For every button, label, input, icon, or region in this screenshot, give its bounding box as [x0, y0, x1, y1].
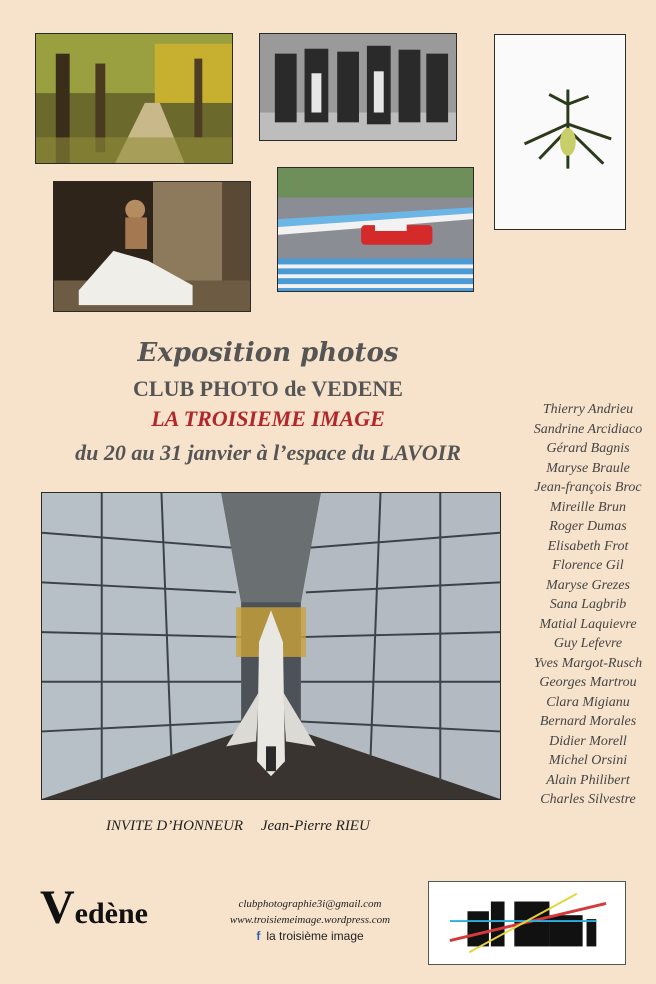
photo-seated-man [53, 181, 251, 312]
participant-name: Maryse Braule [546, 460, 630, 476]
participant-name: Bernard Morales [539, 714, 637, 729]
contact-email[interactable]: clubphotographie3i@gmail.com [238, 898, 382, 910]
photo-horsemen [259, 33, 457, 141]
participant-name: Clara Migianu [546, 694, 630, 710]
participant-name: Yves Margot-Rusch [533, 655, 643, 671]
photo-tree-path [35, 33, 233, 164]
participant-name: Didier Morell [549, 733, 627, 749]
participant-name: Georges Martrou [539, 675, 637, 690]
club-subtitle: LA TROISIEME IMAGE [151, 406, 385, 431]
participant-name: Matial Laquievre [539, 616, 637, 632]
facebook-icon: f [256, 929, 261, 943]
guest-name: Jean-Pierre RIEU [260, 818, 370, 834]
participant-name: Guy Lefevre [553, 636, 623, 651]
contact-info [200, 896, 420, 944]
participant-name: Mireille Brun [549, 499, 627, 515]
photo-hangar-shuttle [41, 492, 501, 800]
participant-name: Roger Dumas [549, 519, 627, 534]
vedene-logo [40, 880, 148, 935]
facebook-link[interactable] [200, 928, 420, 944]
guest-label: INVITE D’HONNEUR [106, 818, 244, 834]
participant-name: Thierry Andrieu [542, 402, 634, 417]
participant-name: Michel Orsini [548, 753, 628, 768]
participant-name: Sandrine Arcidiaco [533, 421, 643, 437]
photo-race-car [277, 167, 474, 292]
participant-name: Gérard Bagnis [546, 441, 630, 456]
exhibition-heading: Exposition photos [137, 338, 399, 368]
participant-name: Jean-françois Broc [534, 480, 642, 495]
vedene-logo-rest: edène [74, 897, 148, 930]
photo-plant [494, 34, 626, 230]
facebook-label: la troisième image [266, 929, 364, 943]
participant-name: Elisabeth Frot [547, 538, 629, 554]
participant-name: Florence Gil [552, 558, 624, 573]
participant-name: Maryse Grezes [546, 577, 630, 593]
participant-name: Alain Philibert [546, 772, 630, 788]
participant-name: Charles Silvestre [540, 792, 636, 807]
participant-name: Sana Lagbrib [549, 597, 627, 612]
club-3i-logo [428, 881, 626, 965]
vedene-logo-initial: V [40, 881, 75, 934]
guest-of-honour [106, 818, 370, 835]
dates-location: du 20 au 31 janvier à l’espace du LAVOIR [75, 440, 461, 465]
participants-list [518, 400, 656, 810]
club-name: CLUB PHOTO de VEDENE [133, 376, 403, 401]
contact-website[interactable]: www.troisiemeimage.wordpress.com [229, 914, 391, 926]
